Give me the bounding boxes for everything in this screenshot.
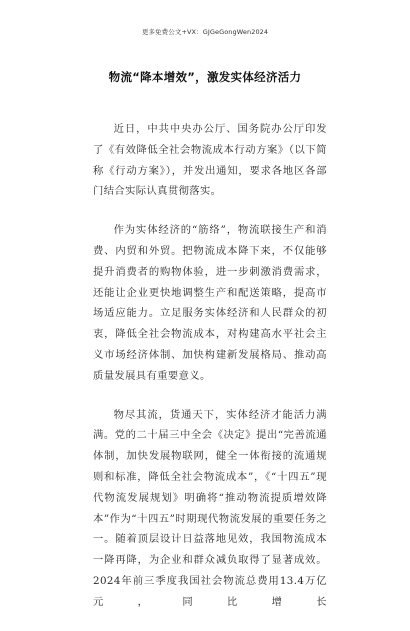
header-note: 更多免费公文+VX：GJGeGongWen2024 [141, 28, 269, 36]
paragraph-3: 物尽其流，货通天下，实体经济才能活力满满。党的二十届三中全会《决定》提出“完善流通体制，加快发展物联网，健全一体衔接的流通规则和标准，降低全社会物流成本”，《“十四五”现代物流发展规划》明确将“推动物流提质增效降本”作为“十四五”时期现代物流发展的重要任务之一。随着顶层设计日益落地见效，我国物流成本一降再降，为企业和群众减负取得了显著成效。2024年前三季度我国社会物流总费用13.4万亿元，同比增长 [93, 408, 327, 608]
article-body [93, 119, 327, 631]
paragraph-2: 作为实体经济的“筋络”，物流联接生产和消费、内贸和外贸。把物流成本降下来，不仅能够提升消费者的购物体验，进一步刺激消费需求，还能让企业更快地调整生产和配送策略，提高市场适应能力。立足服务实体经济和人民群众的初衷，降低全社会物流成本，对构建高水平社会主义市场经济体制、加快构建新发展格局、推动高质量发展具有重要意义。 [93, 224, 327, 382]
paragraph-1: 近日，中共中央办公厅、国务院办公厅印发了《有效降低全社会物流成本行动方案》（以下简称《行动方案》），并发出通知，要求各地区各部门结合实际认真贯彻落实。 [93, 123, 327, 198]
article-title: 物流“降本增效”，激发实体经济活力 [108, 70, 302, 84]
